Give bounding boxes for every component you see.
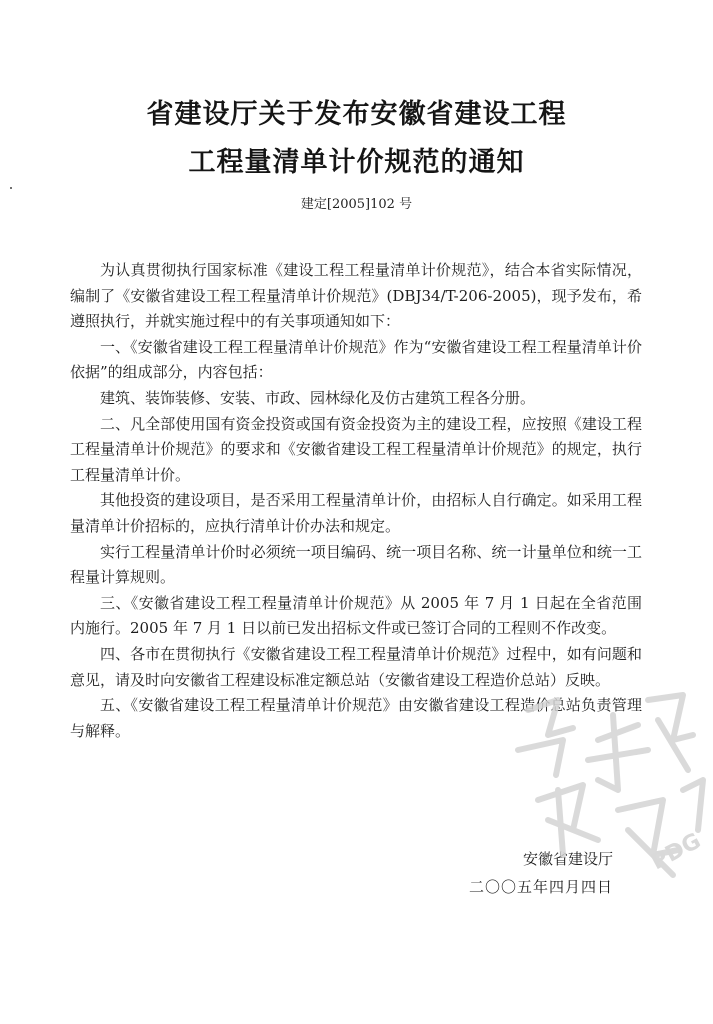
issue-date: 二〇〇五年四月四日 [468, 878, 613, 896]
body-paragraph-unification: 实行工程量清单计价时必须统一项目编码、统一项目名称、统一计量单位和统一工程量计算规则。 [70, 542, 642, 587]
scan-speck [10, 187, 12, 189]
body-paragraph-item-3: 三、《安徽省建设工程工程量清单计价规范》从 2005 年 7 月 1 日起在全省范围内施行。2005 年 7 月 1 日以前已发出招标文件或已签订合同的工程则不作改变。 [70, 593, 642, 638]
body-paragraph-item-5: 五、《安徽省建设工程工程量清单计价规范》由安徽省建设工程造价总站负责管理与解释。 [70, 696, 642, 740]
body-paragraph-intro: 为认真贯彻执行国家标准《建设工程工程量清单计价规范》，结合本省实际情况，编制了《安徽省建设工程工程量清单计价规范》(DBJ34/T-206-2005)，现予发布，希遵照执行，并就实施过程中的有关事项通知如下： [70, 261, 642, 331]
body-paragraph-other-investment: 其他投资的建设项目，是否采用工程量清单计价，由招标人自行确定。如采用工程量清单计价招标的，应执行清单计价办法和规定。 [70, 491, 642, 535]
watermark-text: PDG [647, 828, 706, 876]
body-paragraph-item-4: 四、各市在贯彻执行《安徽省建设工程工程量清单计价规范》过程中，如有问题和意见，请及时向安徽省工程建设标准定额总站（安徽省建设工程造价总站）反映。 [70, 644, 642, 689]
signature-block [469, 845, 613, 901]
document-title-line-1: 省建设厅关于发布安徽省建设工程 [146, 99, 567, 130]
body-paragraph-item-1-contents: 建筑、装饰装修、安装、市政、园林绿化及仿古建筑工程各分册。 [100, 388, 536, 407]
issuer-name: 安徽省建设厅 [522, 850, 613, 868]
body-paragraph-item-2: 二、凡全部使用国有资金投资或国有资金投资为主的建设工程，应按照《建设工程工程量清单计价规范》的要求和《安徽省建设工程工程量清单计价规范》的规定，执行工程量清单计价。 [70, 414, 642, 484]
document-number: 建定[2005]102 号 [300, 197, 413, 212]
document-body [70, 258, 642, 744]
body-paragraph-item-1: 一、《安徽省建设工程工程量清单计价规范》作为“安徽省建设工程工程量清单计价依据”的组成部分，内容包括： [70, 337, 642, 382]
document-title-line-2: 工程量清单计价规范的通知 [188, 147, 525, 178]
